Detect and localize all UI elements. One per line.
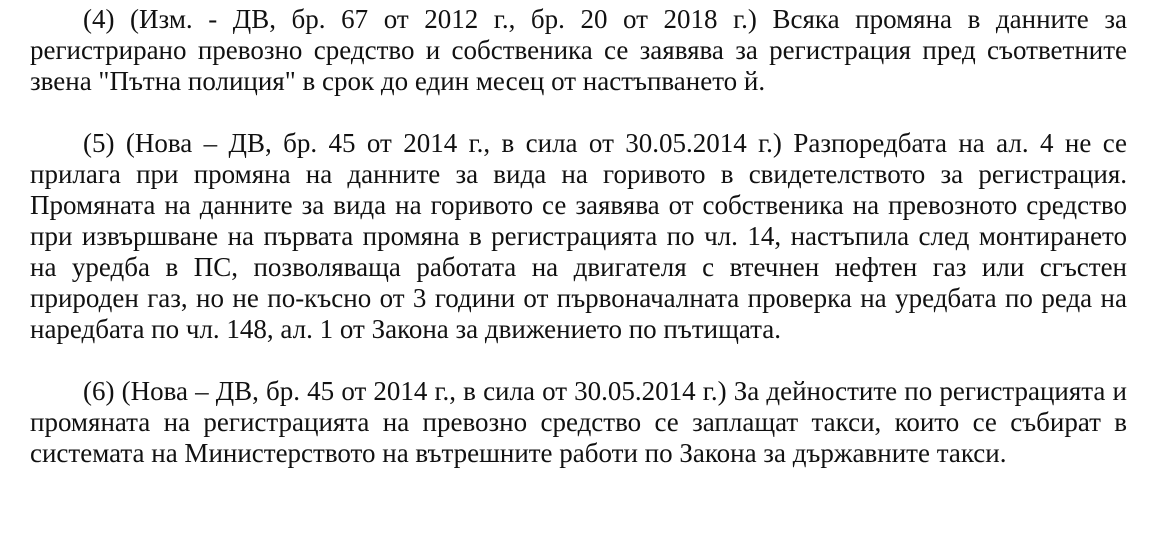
document-body [30, 4, 1127, 469]
paragraph-5: (5) (Нова – ДВ, бр. 45 от 2014 г., в сила от 30.05.2014 г.) Разпоредбата на ал. 4 не се прилага при промяна на данните за вида на горивото в свидетелството за регистрация. Промяната на данните за вида на горивото се заявява от собственика на превозното средство при извършване на първата промяна в регистрацията по чл. 14, настъпила след монтирането на уредба в ПС, позволяваща работата на двигателя с втечнен нефтен газ или сгъстен природен газ, но не по-късно от 3 години от първоначалната проверка на уредбата по реда на наредбата по чл. 148, ал. 1 от Закона за движението по пътищата. [30, 128, 1127, 344]
paragraph-6: (6) (Нова – ДВ, бр. 45 от 2014 г., в сила от 30.05.2014 г.) За дейностите по регистрацията и промяната на регистрацията на превозно средство се заплащат такси, които се събират в системата на Министерството на вътрешните работи по Закона за държавните такси. [30, 376, 1127, 468]
paragraph-4: (4) (Изм. - ДВ, бр. 67 от 2012 г., бр. 20 от 2018 г.) Всяка промяна в данните за регистрирано превозно средство и собственика се заявява за регистрация пред съответните звена "Пътна полиция" в срок до един месец от настъпването й. [30, 4, 1127, 96]
